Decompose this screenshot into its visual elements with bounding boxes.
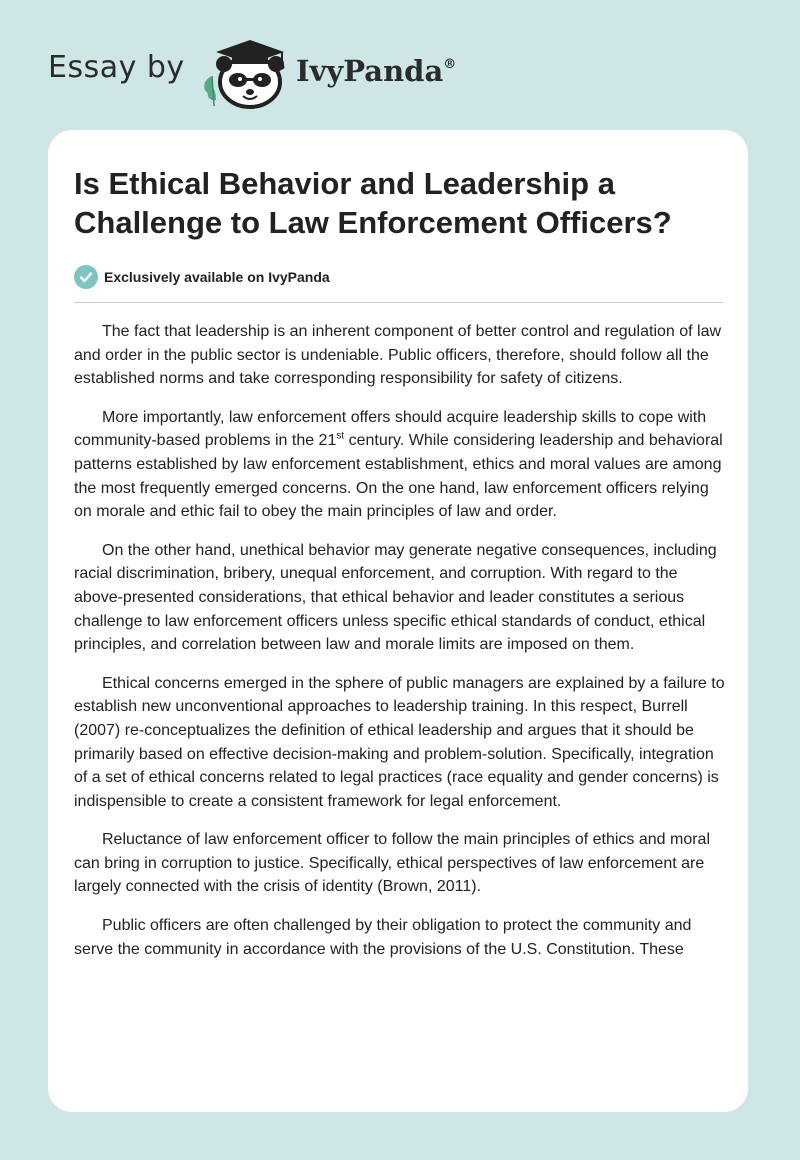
divider: [74, 302, 723, 303]
page-title: Is Ethical Behavior and Leadership a Challenge to Law Enforcement Officers?: [74, 166, 672, 240]
check-icon: [74, 265, 98, 289]
exclusive-badge: [74, 264, 330, 290]
paragraph-text: More importantly, law enforcement offers should acquire leadership skills to cope with community-based problems in the 21: [74, 408, 707, 450]
paragraph: Public officers are often challenged by their obligation to protect the community and serve the community in accordance with the provisions of the U.S. Constitution. These: [74, 917, 692, 958]
registered-mark: ®: [443, 57, 457, 73]
site-header: [0, 0, 800, 130]
paragraph: Reluctance of law enforcement officer to follow the main principles of ethics and moral can bring in corruption to justice. Specifically, ethical perspectives of law enforcement are largely connected with the crisis of identity (Brown, 2011).: [74, 831, 711, 896]
exclusive-badge-text: Exclusively available on IvyPanda: [104, 269, 330, 285]
ordinal-superscript: st: [336, 431, 345, 443]
leaf-icon: [204, 76, 216, 106]
paragraph: Ethical concerns emerged in the sphere of public managers are explained by a failure to establish new unconventional approaches to leadership training. In this respect, Burrell (2007) re-conceptualizes the definition of ethical leadership and argues that it should be primarily based on effective decision-making and problem-solution. Specifically, integration of a set of ethical concerns related to legal practices (race equality and gender concerns) is indispensible to create a consistent framework for legal enforcement.: [74, 674, 725, 810]
paragraph: On the other hand, unethical behavior may generate negative consequences, including racial discrimination, bribery, unequal enforcement, and corruption. With regard to the above-presented considerations, that ethical behavior and leader constitutes a serious challenge to law enforcement officers unless specific ethical standards of conduct, ethical principles, and correlation between law and morale limits are imposed on them.: [74, 541, 717, 654]
panda-logo-icon: [198, 36, 290, 110]
paragraph-text: century. While considering leadership and behavioral patterns established by law enforcement establishment, ethics and moral values are among the most frequently emerged concerns. On the one hand, law enforcement officers relying on morale and ethic fail to obey the main principles of law and order.: [74, 432, 723, 521]
brand-name: [296, 54, 456, 88]
essay-body: [74, 320, 726, 976]
brand-name-text: IvyPanda: [296, 54, 444, 88]
paragraph: The fact that leadership is an inherent component of better control and regulation of law and order in the public sector is undeniable. Public officers, therefore, should follow all the established norms and take corresponding responsibility for safety of citizens.: [74, 323, 722, 388]
essay-card: [48, 130, 748, 1112]
essay-by-label: Essay by: [48, 50, 185, 85]
paragraph: [74, 406, 726, 524]
